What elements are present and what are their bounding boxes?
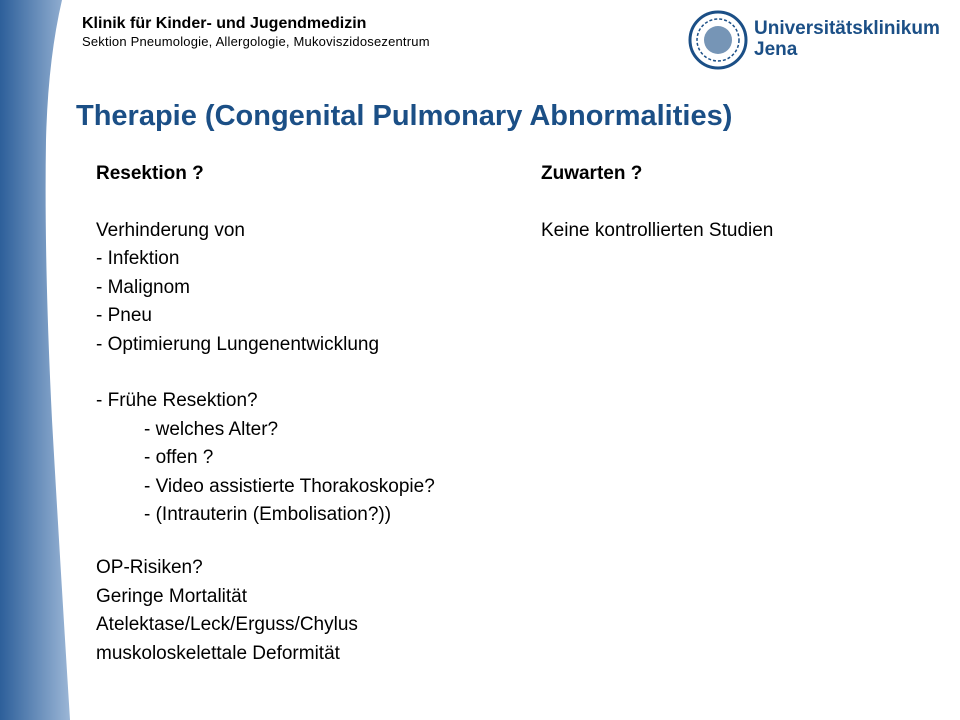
sub-item: - (Intrauterin (Embolisation?)) [144,504,392,525]
sub-item: - Video assistierte Thorakoskopie? [144,475,435,497]
risk-line: muskoloskelettale Deformität [96,642,340,664]
logo-text [754,18,940,60]
slide-title: Therapie (Congenital Pulmonary Abnormalities) [76,100,733,132]
list-item: - Optimierung Lungenentwicklung [96,333,380,355]
list-item: - Infektion [96,248,180,269]
sub-item: - offen ? [144,447,214,468]
intro-text: Verhinderung von [96,219,245,241]
risks-block [96,554,358,668]
risk-line: OP-Risiken? [96,557,203,578]
early-resection: - Frühe Resektion? [96,390,258,411]
section-name: Sektion Pneumologie, Allergologie, Mukoviszidosezentrum [82,34,430,49]
logo-line-2: Jena [754,39,798,60]
right-heading: Zuwarten ? [541,163,643,184]
left-heading: Resektion ? [96,163,204,184]
sub-item: - welches Alter? [144,418,279,440]
logo-line-1: Universitätsklinikum [754,18,940,39]
department-name: Klinik für Kinder- und Jugendmedizin [82,15,367,32]
header [82,14,430,50]
list-item: - Malignom [96,276,190,298]
risk-line: Atelektase/Leck/Erguss/Chylus [96,614,358,635]
risk-line: Geringe Mortalität [96,585,248,607]
list-item: - Pneu [96,305,152,326]
seal-icon [690,12,746,68]
left-column [96,160,435,530]
right-column [541,160,773,245]
right-text: Keine kontrollierten Studien [541,219,774,241]
